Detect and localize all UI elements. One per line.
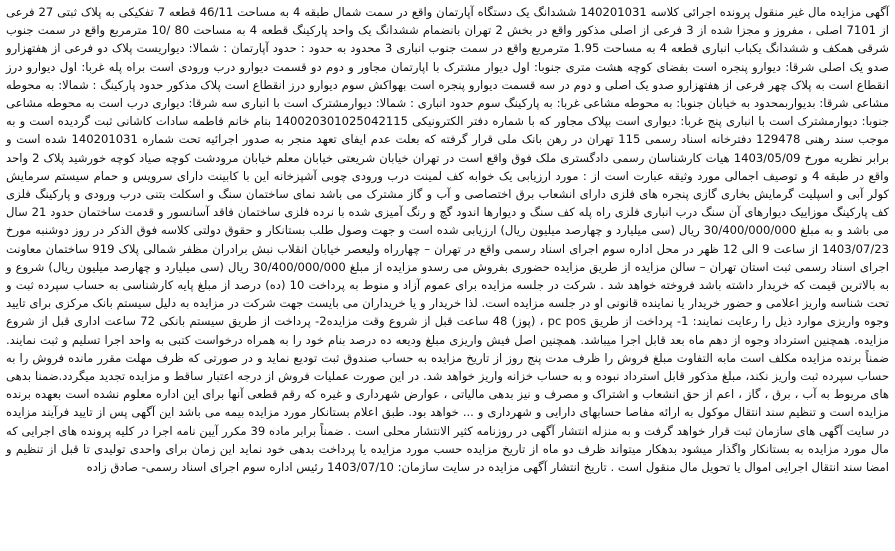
auction-notice-text: آگهی مزایده مال غیر منقول پرونده اجرائی کلاسه 140201031 ششدانگ یک دستگاه آپارتمان واقع در سمت شمال طبقه 4 به مساحت 46/11 قطعه 7 تفکیکی به پلاک ثبتی 27 فرعی از 7101 اصلی ، مفروز و مجزا شده از 3 فرعی از اصلی مذکور واقع در بخش 2 تهران بانضمام ششدانگ یک واحد پارکینگ قطعه 4 به مساحت 80 /10 مترمربع واقع در سمت جنوب شرقی همکف و ششدانگ یکباب انباری قطعه 4 به مساحت 1.95 مترمربع واقع در سمت جنوب انباری 3 محدود به حدود : حدود آپارتمان : شمالا: دیواریست پلاک دو فرعی از هفتهزارو صدو یک اصلی شرقا: دیوارو پنجره است بفضای کوچه هشت متری جنوبا: اول دیوار مشترک با اپارتمان مجاور و دوم دو قسمت دیوارو درب ورودی است براه پله غربا: اول دیوارو درز انقطاع است به پلاک چهر فرعی از هفتهزارو صدو یک اصلی و دوم در سه قسمت دیوارو پنجره است بهواکش سوم دیوارو درز انقطاع است پلاک مذکور حدود پارکینگ : شمالا: به محوطه مشاعی شرقا: بدیواربمحدود به خیابان جنوبا: به محوطه مشاعی غربا: به پارکینگ سوم حدود انباری : شمالا: دیوارمشترک است با انباری سه شرقا: دیواری درب است به محوطه مشاعی جنوبا: دیوارمشترک است با انباری پنج غربا: دیواری است بپلاک مجاور که با شماره دفتر الکترونیکی 140020301025042115 بنام خانم فاطمه سادات کاشانی ثبت گردیده است و به موجب سند رهنی 129478 دفترخانه اسناد رسمی 115 تهران در رهن بانک ملی قرار گرفته که بعلت عدم ایفای تعهد منجر به صدور اجرائیه تحت شماره 140201031 شده است و برابر نظریه مورخ 1403/05/09 هیات کارشناسان رسمی دادگستری ملک فوق واقع است در تهران خیابان شریعتی خیابان معلم خیابان مرودشت کوچه صیاد کوچه خورشید پلاک 2 واحد واقع در طبقه 4 و توصیف اجمالی مورد وثیقه عبارت است از : مورد ارزیابی یک خوابه کف لمینت درب ورودی چوبی آشپزخانه این با کابینت دارای سرویس و حمام سیستم سرمایش کولر آبی و اسپلیت گرمایش بخاری گازی پنجره های فلزی دارای انشعاب برق اختصاصی و آب و گاز مشترک می باشد نمای ساختمان سنگ و اسکلت بتنی درب ورودی و پارکینگ فلزی کف پارکینگ موزاییک دیوارهای آن سنگ درب انباری فلزی راه پله کف سنگ و دیوارها اندود گچ و رنگ آمیزی شده با نرده فلزی ساختمان فاقد آسانسور و قدمت ساختمان حدود 21 سال می باشد و به مبلغ 30/400/000/000 ریال (سی میلیارد و چهارصد میلیون ریال) ارزیابی شده است و جهت وصول طلب بستانکار و حقوق دولتی کلاسه فوق الذکر در روز دوشنبه مورخ 1403/07/23 از ساعت 9 الی 12 ظهر در محل اداره سوم اجرای اسناد رسمی واقع در تهران – چهارراه ولیعصر خیابان انقلاب نبش برادران مظفر شمالی پلاک 919 ساختمان معاونت اجرای اسناد رسمی ثبت استان تهران – سالن مزایده از طریق مزایده حضوری بفروش می رسدو مزایده از مبلغ 30/400/000/000 ریال (سی میلیارد و چهارصد میلیون ریال) شروع و به بالاترین قیمت که خریدار داشته باشد فروخته خواهد شد . شرکت در جلسه مزایده برای عموم آزاد و منوط به پرداخت 10 (ده) درصد از مبلغ پایه کارشناسی به حساب سپرده ثبت و تحت شناسه واریز اعلامی و حضور خریدار یا نماینده قانونی او در جلسه مزایده است. لذا خریدار و یا خریداران می بایست جهت شرکت در مزایده به دلیل سیستم بانک مرکزی برای تایید وجوه واریزی موارد ذیل را رعایت نمایند: 1- پرداخت از طریق pc pos ، (پوز) 48 ساعت قبل از شروع وقت مزایده2- پرداخت از طریق سیستم بانکی 72 ساعت اداری قبل از شروع مزایده. همچنین استرداد وجوه از دهم ماه بعد قابل اجرا میباشد. همچنین اصل فیش واریزی مبلغ ودیعه ده درصد بنام خود را به همراه درخواست کتبی به واحد اجرا تسلیم و ثبت نمایند. ضمناً برنده مزایده مکلف است مابه التفاوت مبلغ فروش را ظرف مدت پنج روز از تاریخ مزایده به حساب صندوق ثبت تودیع نماید و در صورتی که ظرف مهلت مقرر مانده فروش را به حساب سپرده ثبت واریز نکند، مبلغ مذکور قابل استرداد نبوده و به حساب خزانه واریز خواهد شد. در این صورت عملیات فروش از درجه اعتبار ساقط و مزایده تجدید میگردد.ضمنا بدهی های مربوط به آب ، برق ، گاز ، اعم از حق انشعاب و اشتراک و مصرف و نیز بدهی مالیاتی ، عوارض شهرداری و غیره که رقم قطعی آنها برای این اداره معلوم نشده است بعهده برنده مزایده است و تنظیم سند انتقال موکول به ارائه مفاصا حسابهای دارایی و شهرداری و ... خواهد بود. طبق اعلام بستانکار مورد مزایده بیمه می باشد این آگهی پس از تایید فرآیند مزایده در سایت آگهی های سازمان ثبت قرار خواهد گرفت و به منزله انتشار آگهی در روزنامه کثیر الانتشار محلی است . ضمناً برابر ماده 39 مکرر آیین نامه اجرا در کلیه پرونده های اجرایی که مال مورد مزایده به بستانکار واگذار میشود بدهکار میتواند ظرف دو ماه از تاریخ مزایده حسب مورد مزایده یا پرداخت بدهی خود نماید این زمان برای واحدی تولیدی تا قبل از تنظیم و امضا سند انتقال اجرایی اموال یا تحویل مال منقول است . تاریخ انتشار آگهی مزایده در سایت سازمان: 1403/07/10 رئیس اداره سوم اجرای اسناد رسمی- صادق زاده [6,5,890,475]
